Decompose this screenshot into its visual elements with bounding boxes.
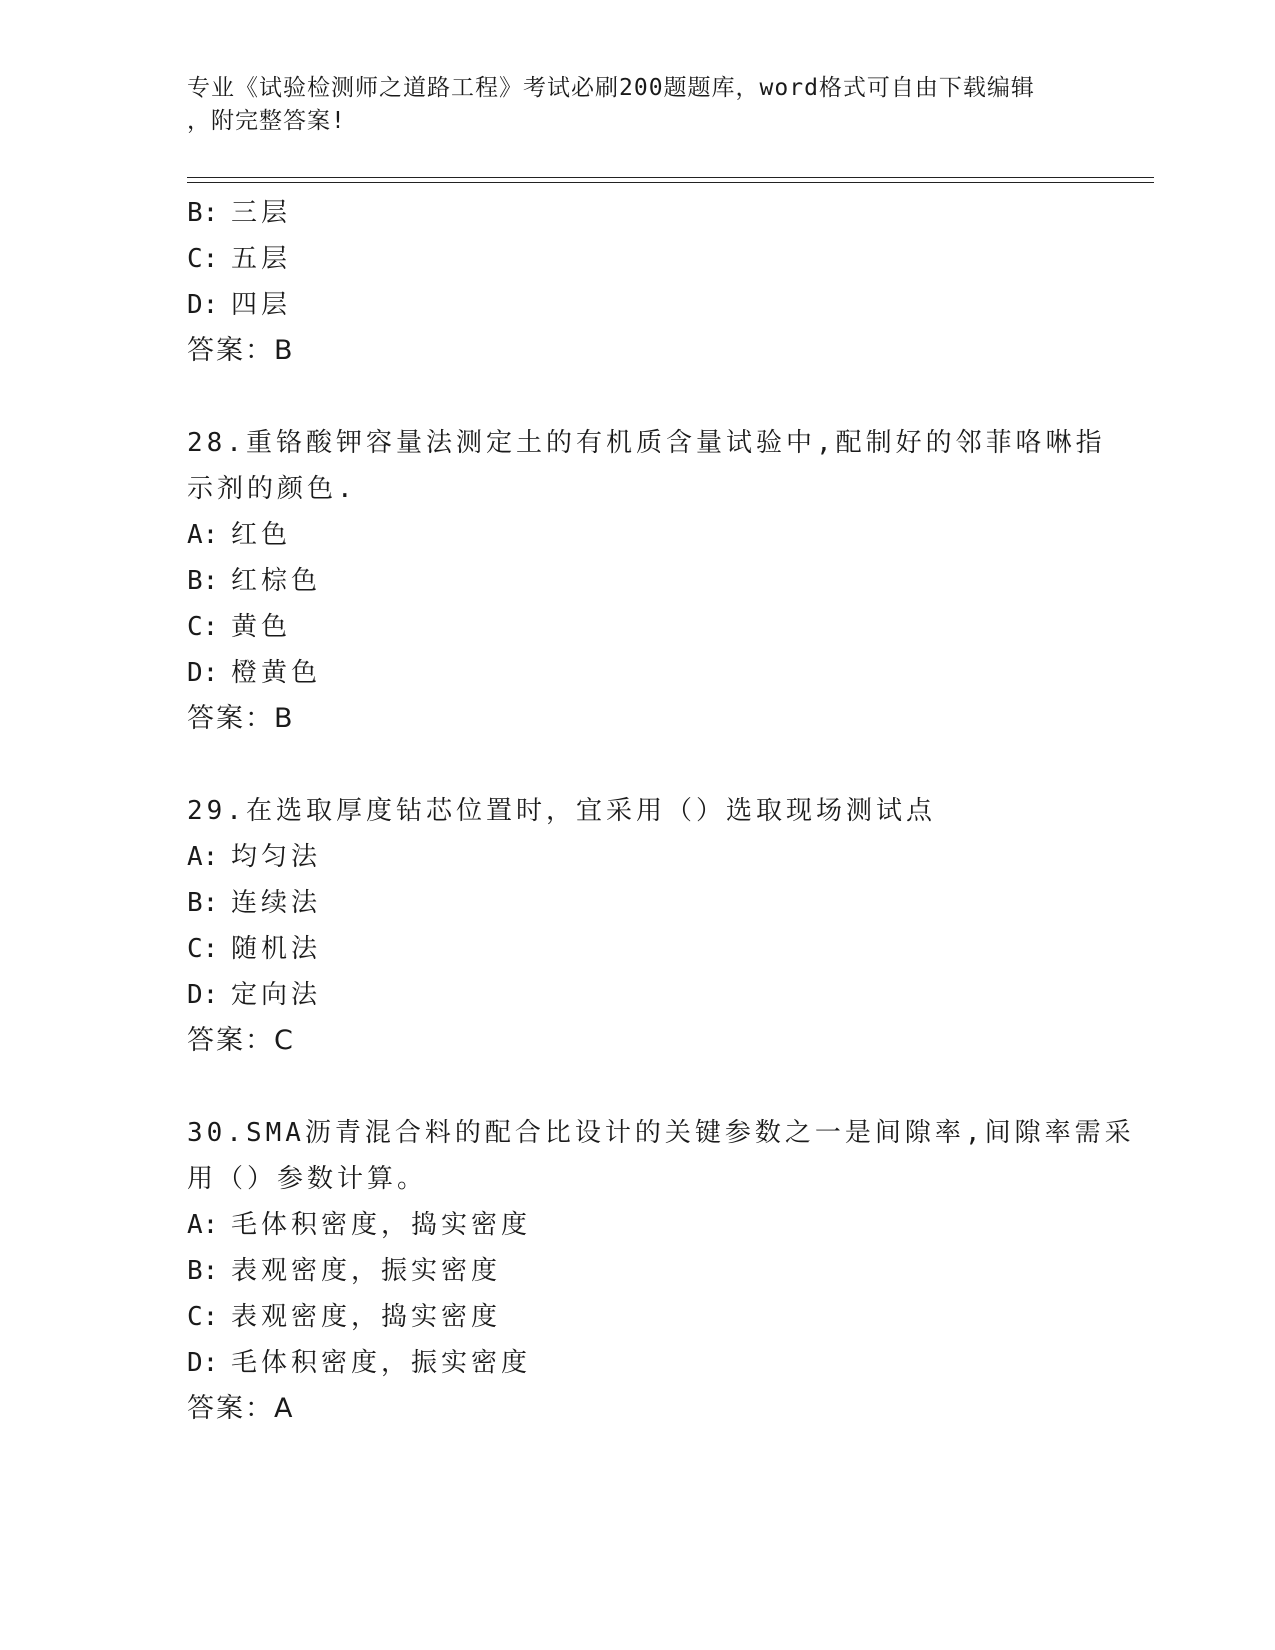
question-block-27 <box>187 190 1087 374</box>
option-text: 随机法 <box>231 934 322 964</box>
option-key: B: <box>187 566 219 596</box>
option-c <box>187 604 1087 650</box>
option-b <box>187 558 1087 604</box>
question-stem-continued: 示剂的颜色. <box>187 474 357 504</box>
option-text: 橙黄色 <box>231 658 322 688</box>
option-text: 均匀法 <box>231 842 322 872</box>
option-key: C: <box>187 244 219 274</box>
option-c <box>187 1294 1087 1340</box>
option-text: 连续法 <box>231 888 322 918</box>
question-stem-continued: 用（）参数计算。 <box>187 1164 428 1194</box>
header-title-line-1: 专业《试验检测师之道路工程》考试必刷200题题库，word格式可自由下载编辑 <box>187 75 1035 101</box>
option-text: 定向法 <box>231 980 322 1010</box>
option-b <box>187 880 1087 926</box>
spacer <box>187 742 1087 788</box>
spacer <box>187 374 1087 420</box>
option-text: 表观密度，振实密度 <box>231 1256 502 1286</box>
option-text: 五层 <box>231 244 292 274</box>
option-key: D: <box>187 290 219 320</box>
option-key: C: <box>187 1302 219 1332</box>
question-list <box>187 190 1135 1432</box>
option-d <box>187 282 1087 328</box>
option-key: A: <box>187 520 219 550</box>
option-key: C: <box>187 934 219 964</box>
option-d <box>187 972 1087 1018</box>
option-a <box>187 512 1087 558</box>
option-d <box>187 1340 1087 1386</box>
document-header <box>187 72 1087 138</box>
option-c <box>187 236 1087 282</box>
option-key: B: <box>187 198 219 228</box>
option-key: A: <box>187 1210 219 1240</box>
answer-line: 答案：C <box>187 1025 295 1056</box>
question-block-29 <box>187 788 1087 1064</box>
answer-line: 答案：B <box>187 703 295 734</box>
header-title-line-2: ，附完整答案! <box>187 108 346 134</box>
answer-line: 答案：B <box>187 335 295 366</box>
question-stem: 30.SMA沥青混合料的配合比设计的关键参数之一是间隙率,间隙率需采 <box>187 1118 1135 1148</box>
option-text: 表观密度，捣实密度 <box>231 1302 502 1332</box>
option-text: 黄色 <box>231 612 292 642</box>
option-key: C: <box>187 612 219 642</box>
question-block-30 <box>187 1110 1135 1432</box>
option-d <box>187 650 1087 696</box>
question-stem: 29.在选取厚度钻芯位置时，宜采用（）选取现场测试点 <box>187 796 936 826</box>
option-text: 三层 <box>231 198 292 228</box>
option-b <box>187 1248 1087 1294</box>
option-key: D: <box>187 1348 219 1378</box>
option-text: 红棕色 <box>231 566 322 596</box>
option-key: B: <box>187 1256 219 1286</box>
option-text: 四层 <box>231 290 292 320</box>
option-key: B: <box>187 888 219 918</box>
option-key: A: <box>187 842 219 872</box>
option-a <box>187 1202 1087 1248</box>
option-b <box>187 190 1087 236</box>
header-divider-top <box>187 177 1154 178</box>
answer-line: 答案：A <box>187 1393 295 1424</box>
option-text: 毛体积密度，振实密度 <box>231 1348 532 1378</box>
option-text: 红色 <box>231 520 292 550</box>
option-c <box>187 926 1087 972</box>
option-key: D: <box>187 980 219 1010</box>
spacer <box>187 1064 1087 1110</box>
option-a <box>187 834 1087 880</box>
header-divider-bottom <box>187 182 1154 183</box>
option-text: 毛体积密度，捣实密度 <box>231 1210 532 1240</box>
question-block-28 <box>187 420 1106 742</box>
question-stem: 28.重铬酸钾容量法测定土的有机质含量试验中,配制好的邻菲咯啉指 <box>187 428 1106 458</box>
option-key: D: <box>187 658 219 688</box>
